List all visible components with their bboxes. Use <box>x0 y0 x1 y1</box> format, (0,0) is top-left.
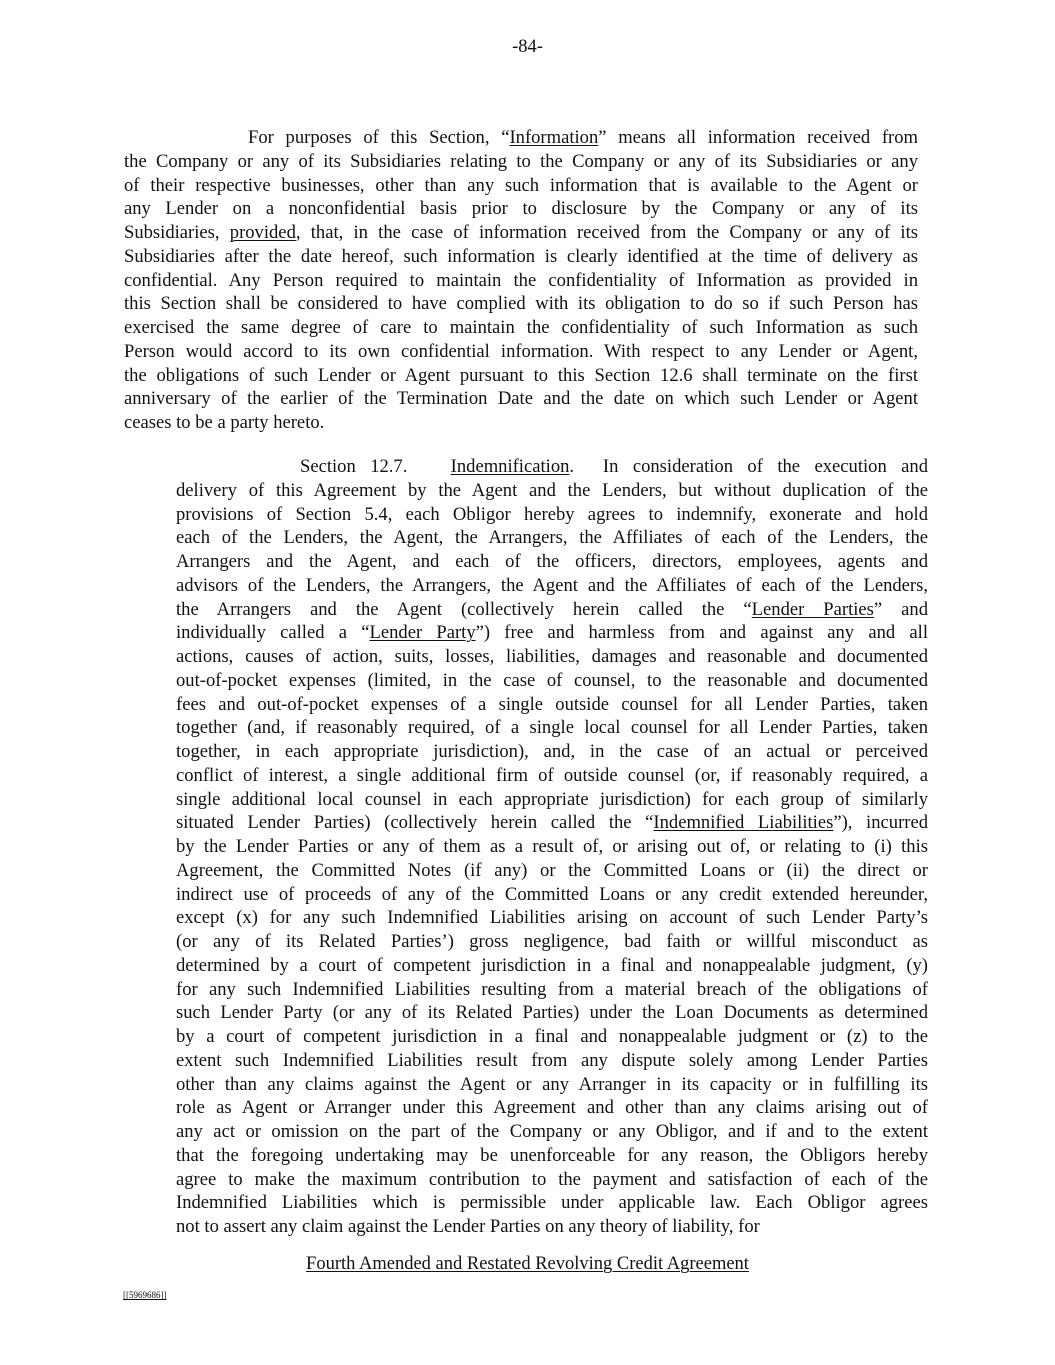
text-line: not to assert any claim against the Lender Parties on any theory of liability, for <box>176 1216 760 1237</box>
defined-term-information: Information <box>509 127 599 148</box>
section-12-6-confidentiality-paragraph <box>124 126 918 435</box>
defined-term-indemnified-liabilities: Indemnified Liabilities <box>653 812 834 834</box>
text-line: ceases to be a party hereto. <box>124 412 325 433</box>
text-line: fees and out-of-pocket expenses of a single outside counsel for all Lender Parties, taken <box>176 693 928 715</box>
section-number: Section 12.7. <box>300 456 408 477</box>
text-line: single additional local counsel in each appropriate jurisdiction) for each group of similarly <box>176 788 928 810</box>
text-line: confidential. Any Person required to maintain the confidentiality of Information as provided in <box>124 269 918 291</box>
text-line: role as Agent or Arranger under this Agreement and other than any claims arising out of <box>176 1097 928 1119</box>
text-line: indirect use of proceeds of any of the Committed Loans or any credit extended hereunder, <box>176 883 928 905</box>
text-line: individually called a “Lender Party”) free and harmless from and against any and all <box>176 622 929 644</box>
text-line: this Section shall be considered to have complied with its obligation to do so if such Person has <box>124 293 918 315</box>
text-line: the Company or any of its Subsidiaries relating to the Company or any of its Subsidiaries or any <box>124 150 918 172</box>
text-line: of their respective businesses, other than any such information that is available to the Agent or <box>124 174 918 196</box>
section-heading-line: Section 12.7. Indemnification. In consideration of the execution and <box>300 456 929 477</box>
text-line: other than any claims against the Agent or any Arranger in its capacity or in fulfilling its <box>176 1073 928 1095</box>
text-line: For purposes of this Section, “Information” means all information received from <box>248 127 918 148</box>
text-line: anniversary of the earlier of the Termination Date and the date on which such Lender or Agent <box>124 388 918 410</box>
text-line: Arrangers and the Agent, and each of the officers, directors, employees, agents and <box>176 551 928 572</box>
text-line: Person would accord to its own confidential information. With respect to any Lender or Agent, <box>124 340 918 362</box>
text-line: (or any of its Related Parties’) gross negligence, bad faith or willful misconduct as <box>176 931 928 952</box>
text-line: extent such Indemnified Liabilities result from any dispute solely among Lender Parties <box>176 1049 928 1071</box>
text-line: advisors of the Lenders, the Arrangers, the Agent and the Affiliates of each of the Lenders, <box>176 574 928 596</box>
text-line: together, in each appropriate jurisdiction), and, in the case of an actual or perceived <box>176 741 928 762</box>
text-line: except (x) for any such Indemnified Liabilities arising on account of such Lender Party’s <box>176 907 928 929</box>
text-line: determined by a court of competent jurisdiction in a final and nonappealable judgment, (y) <box>176 954 928 976</box>
text-line: any Lender on a nonconfidential basis prior to disclosure by the Company or any of its <box>124 198 918 220</box>
text-line: actions, causes of action, suits, losses, liabilities, damages and reasonable and documented <box>176 646 928 667</box>
text-line: Indemnified Liabilities which is permissible under applicable law. Each Obligor agrees <box>176 1192 928 1214</box>
text-line: Subsidiaries, provided, that, in the case of information received from the Company or any of its <box>124 222 918 243</box>
page-number: -84- <box>512 37 543 57</box>
text-line: each of the Lenders, the Agent, the Arrangers, the Affiliates of each of the Lenders, the <box>176 527 928 549</box>
text-line: by the Lender Parties or any of them as a result of, or arising out of, or relating to (i) this <box>176 836 928 857</box>
section-heading: Indemnification <box>450 456 570 477</box>
defined-term-provided: provided <box>229 222 296 243</box>
footer-document-id: [[5969686]] <box>123 1290 167 1300</box>
text-line: provisions of Section 5.4, each Obligor hereby agrees to indemnify, exonerate and hold <box>176 503 928 525</box>
text-line: the obligations of such Lender or Agent pursuant to this Section 12.6 shall terminate on the first <box>124 364 918 386</box>
defined-term-lender-party: Lender Party <box>369 622 476 644</box>
text-line: Agreement, the Committed Notes (if any) or the Committed Loans or (ii) the direct or <box>176 859 928 881</box>
text-line: agree to make the maximum contribution to the payment and satisfaction of each of the <box>176 1168 928 1190</box>
text-line: exercised the same degree of care to maintain the confidentiality of such Information as such <box>124 317 918 338</box>
text-line: any act or omission on the part of the Company or any Obligor, and if and to the extent <box>176 1121 928 1142</box>
text-line: delivery of this Agreement by the Agent and the Lenders, but without duplication of the <box>176 479 928 501</box>
text-line: such Lender Party (or any of its Related Parties) under the Loan Documents as determined <box>176 1002 928 1024</box>
text-line: conflict of interest, a single additional firm of outside counsel (or, if reasonably required, a <box>176 764 928 786</box>
text-line: by a court of competent jurisdiction in a final and nonappealable judgment or (z) to the <box>176 1026 928 1047</box>
text-line: out-of-pocket expenses (limited, in the case of counsel, to the reasonable and documented <box>176 669 928 691</box>
text-line: the Arrangers and the Agent (collectively herein called the “Lender Parties” and <box>176 598 929 620</box>
text-line: situated Lender Parties) (collectively herein called the “Indemnified Liabilities”), incurred <box>176 812 928 834</box>
defined-term-lender-parties: Lender Parties <box>751 598 874 620</box>
section-12-7-indemnification-paragraph <box>176 455 928 1239</box>
text-line: together (and, if reasonably required, of a single local counsel for all Lender Parties, taken <box>176 717 928 739</box>
text-line: for any such Indemnified Liabilities resulting from a material breach of the obligations of <box>176 978 928 1000</box>
footer-document-title: Fourth Amended and Restated Revolving Credit Agreement <box>306 1254 749 1274</box>
text-line: that the foregoing undertaking may be unenforceable for any reason, the Obligors hereby <box>176 1144 928 1166</box>
text-line: Subsidiaries after the date hereof, such information is clearly identified at the time of delivery as <box>124 245 918 267</box>
